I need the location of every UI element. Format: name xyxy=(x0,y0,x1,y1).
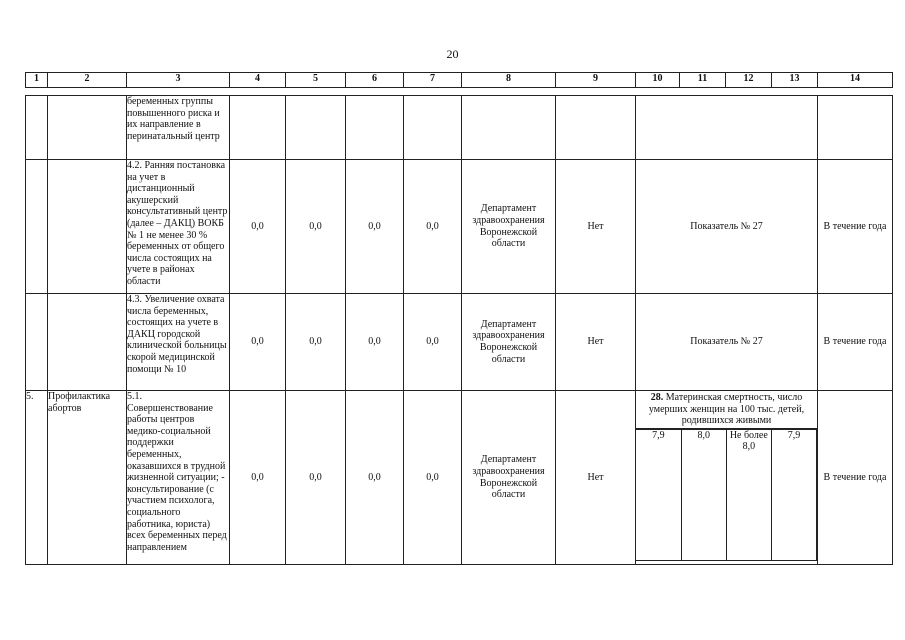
cell-measure: 4.3. Увеличение охвата числа беременных, состоящих на учете в ДАКЦ городской клинической больницы скорой медицинской помощи № 10 xyxy=(127,294,230,391)
cell-indicator xyxy=(636,96,818,160)
indicator-title xyxy=(636,391,817,429)
cell-col1: 5. xyxy=(26,391,48,565)
header-cell: 6 xyxy=(346,73,404,88)
cell-value: 0,0 xyxy=(404,294,462,391)
cell-funding: Нет xyxy=(556,391,636,565)
header-cell: 7 xyxy=(404,73,462,88)
cell-value: 0,0 xyxy=(346,294,404,391)
header-cell: 11 xyxy=(680,73,726,88)
cell-col1 xyxy=(26,294,48,391)
header-cell: 2 xyxy=(48,73,127,88)
cell-funding: Нет xyxy=(556,160,636,294)
cell-responsible: Департамент здравоохранения Воронежской области xyxy=(462,391,556,565)
cell-col2 xyxy=(48,294,127,391)
cell-indicator: Показатель № 27 xyxy=(636,294,818,391)
table-row xyxy=(26,294,893,391)
cell-value: 0,0 xyxy=(230,391,286,565)
cell-col2 xyxy=(48,160,127,294)
spacer-row xyxy=(26,88,893,96)
table-row xyxy=(26,160,893,294)
cell-funding: Нет xyxy=(556,294,636,391)
cell-value: 0,0 xyxy=(286,391,346,565)
header-cell: 8 xyxy=(462,73,556,88)
cell-measure: 5.1. Совершенствование работы центров медико-социальной поддержки беременных, оказавшихся в трудной жизненной ситуации; - консультирование (с участием психолога, социального работника, юриста) всех беременных перед направлением xyxy=(127,391,230,565)
header-cell: 12 xyxy=(726,73,772,88)
table-row xyxy=(26,391,893,565)
cell-value: 0,0 xyxy=(346,391,404,565)
cell-deadline: В течение года xyxy=(818,160,893,294)
indicator-value: 7,9 xyxy=(636,429,681,560)
indicator-value: 8,0 xyxy=(681,429,726,560)
cell-value: 0,0 xyxy=(230,294,286,391)
cell-deadline: В течение года xyxy=(818,294,893,391)
cell-value xyxy=(230,96,286,160)
cell-deadline xyxy=(818,96,893,160)
header-cell: 10 xyxy=(636,73,680,88)
cell-value: 0,0 xyxy=(346,160,404,294)
header-cell: 14 xyxy=(818,73,893,88)
cell-value: 0,0 xyxy=(230,160,286,294)
header-row xyxy=(26,73,893,88)
cell-responsible: Департамент здравоохранения Воронежской области xyxy=(462,294,556,391)
header-cell: 13 xyxy=(772,73,818,88)
cell-value xyxy=(286,96,346,160)
header-cell: 9 xyxy=(556,73,636,88)
cell-responsible xyxy=(462,96,556,160)
cell-value xyxy=(346,96,404,160)
header-cell: 5 xyxy=(286,73,346,88)
page-number: 20 xyxy=(446,47,459,61)
header-cell: 4 xyxy=(230,73,286,88)
cell-measure: 4.2. Ранняя постановка на учет в дистанционный акушерский консультативный центр (далее – ДАКЦ) ВОКБ № 1 не менее 30 % беременных от общего числа состоящих на учете в районах области xyxy=(127,160,230,294)
cell-value: 0,0 xyxy=(404,160,462,294)
indicator-values xyxy=(636,429,817,561)
cell-value: 0,0 xyxy=(404,391,462,565)
cell-deadline: В течение года xyxy=(818,391,893,565)
program-table xyxy=(25,72,893,565)
cell-indicator: Показатель № 27 xyxy=(636,160,818,294)
header-cell: 3 xyxy=(127,73,230,88)
indicator-value: 7,9 xyxy=(771,429,816,560)
cell-indicator xyxy=(636,391,818,565)
cell-value: 0,0 xyxy=(286,160,346,294)
cell-col2: Профилактика абортов xyxy=(48,391,127,565)
cell-value xyxy=(404,96,462,160)
indicator-text: Материнская смертность, число умерших женщин на 100 тыс. детей, родившихся живыми xyxy=(648,392,805,426)
cell-measure: беременных группы повышенного риска и их направление в перинатальный центр xyxy=(127,96,230,160)
cell-col1 xyxy=(26,96,48,160)
cell-funding xyxy=(556,96,636,160)
cell-value: 0,0 xyxy=(286,294,346,391)
cell-col1 xyxy=(26,160,48,294)
table-row xyxy=(26,96,893,160)
indicator-number: 28. xyxy=(650,392,664,403)
header-cell: 1 xyxy=(26,73,48,88)
cell-responsible: Департамент здравоохранения Воронежской области xyxy=(462,160,556,294)
cell-col2 xyxy=(48,96,127,160)
indicator-value: Не более 8,0 xyxy=(726,429,771,560)
